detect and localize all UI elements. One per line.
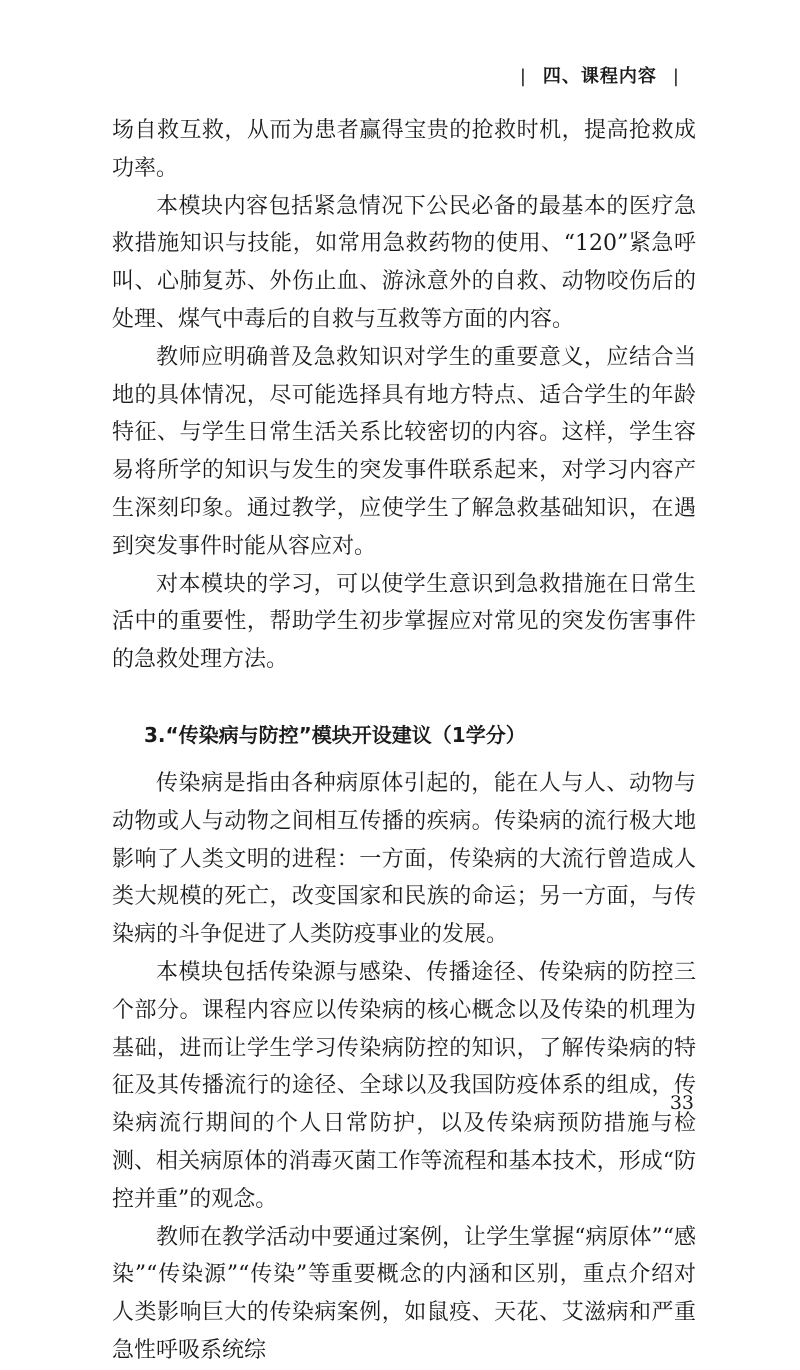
- header-section-title: 四、课程内容: [542, 66, 657, 87]
- header-divider-right: |: [672, 66, 680, 87]
- paragraph-module-content: 本模块内容包括紧急情况下公民必备的最基本的医疗急救措施知识与技能，如常用急救药物的使用、“120”紧急呼叫、心肺复苏、外伤止血、游泳意外的自救、动物咬伤后的处理、煤气中毒后的自救与互救等方面的内容。: [112, 193, 696, 332]
- header-divider-left: |: [519, 66, 527, 87]
- paragraph-definition: 传染病是指由各种病原体引起的，能在人与人、动物与动物或人与动物之间相互传播的疾病。传染病的流行极大地影响了人类文明的进程：一方面，传染病的大流行曾造成人类大规模的死亡，改变国家和民族的命运；另一方面，与传染病的斗争促进了人类防疫事业的发展。: [112, 770, 696, 948]
- paragraph-teaching-cases: 教师在教学活动中要通过案例，让学生掌握“病原体”“感染”“传染源”“传染”等重要概念的内涵和区别，重点介绍对人类影响巨大的传染病案例，如鼠疫、天花、艾滋病和严重急性呼吸系统综: [112, 1224, 696, 1363]
- running-header: [504, 62, 696, 88]
- page-body: [112, 112, 696, 1370]
- paragraph-learning-outcome: 对本模块的学习，可以使学生意识到急救措施在日常生活中的重要性，帮助学生初步掌握应对常见的突发伤害事件的急救处理方法。: [112, 571, 696, 673]
- section-heading: 3.“传染病与防控”模块开设建议（1学分）: [144, 722, 526, 747]
- paragraph-module-structure: 本模块包括传染源与感染、传播途径、传染病的防控三个部分。课程内容应以传染病的核心概念以及传染的机理为基础，进而让学生学习传染病防控的知识，了解传染病的特征及其传播流行的途径、全球以及我国防疫体系的组成，传染病流行期间的个人日常防护，以及传染病预防措施与检测、相关病原体的消毒灭菌工作等流程和基本技术，形成“防控并重”的观念。: [112, 959, 696, 1212]
- paragraph-teacher-guidance: 教师应明确普及急救知识对学生的重要意义，应结合当地的具体情况，尽可能选择具有地方特点、适合学生的年龄特征、与学生日常生活关系比较密切的内容。这样，学生容易将所学的知识与发生的突发事件联系起来，对学习内容产生深刻印象。通过教学，应使学生了解急救基础知识，在遇到突发事件时能从容应对。: [112, 344, 696, 559]
- page-number: 33: [669, 1092, 694, 1114]
- paragraph-continued: 场自救互救，从而为患者赢得宝贵的抢救时机，提高抢救成功率。: [112, 118, 696, 181]
